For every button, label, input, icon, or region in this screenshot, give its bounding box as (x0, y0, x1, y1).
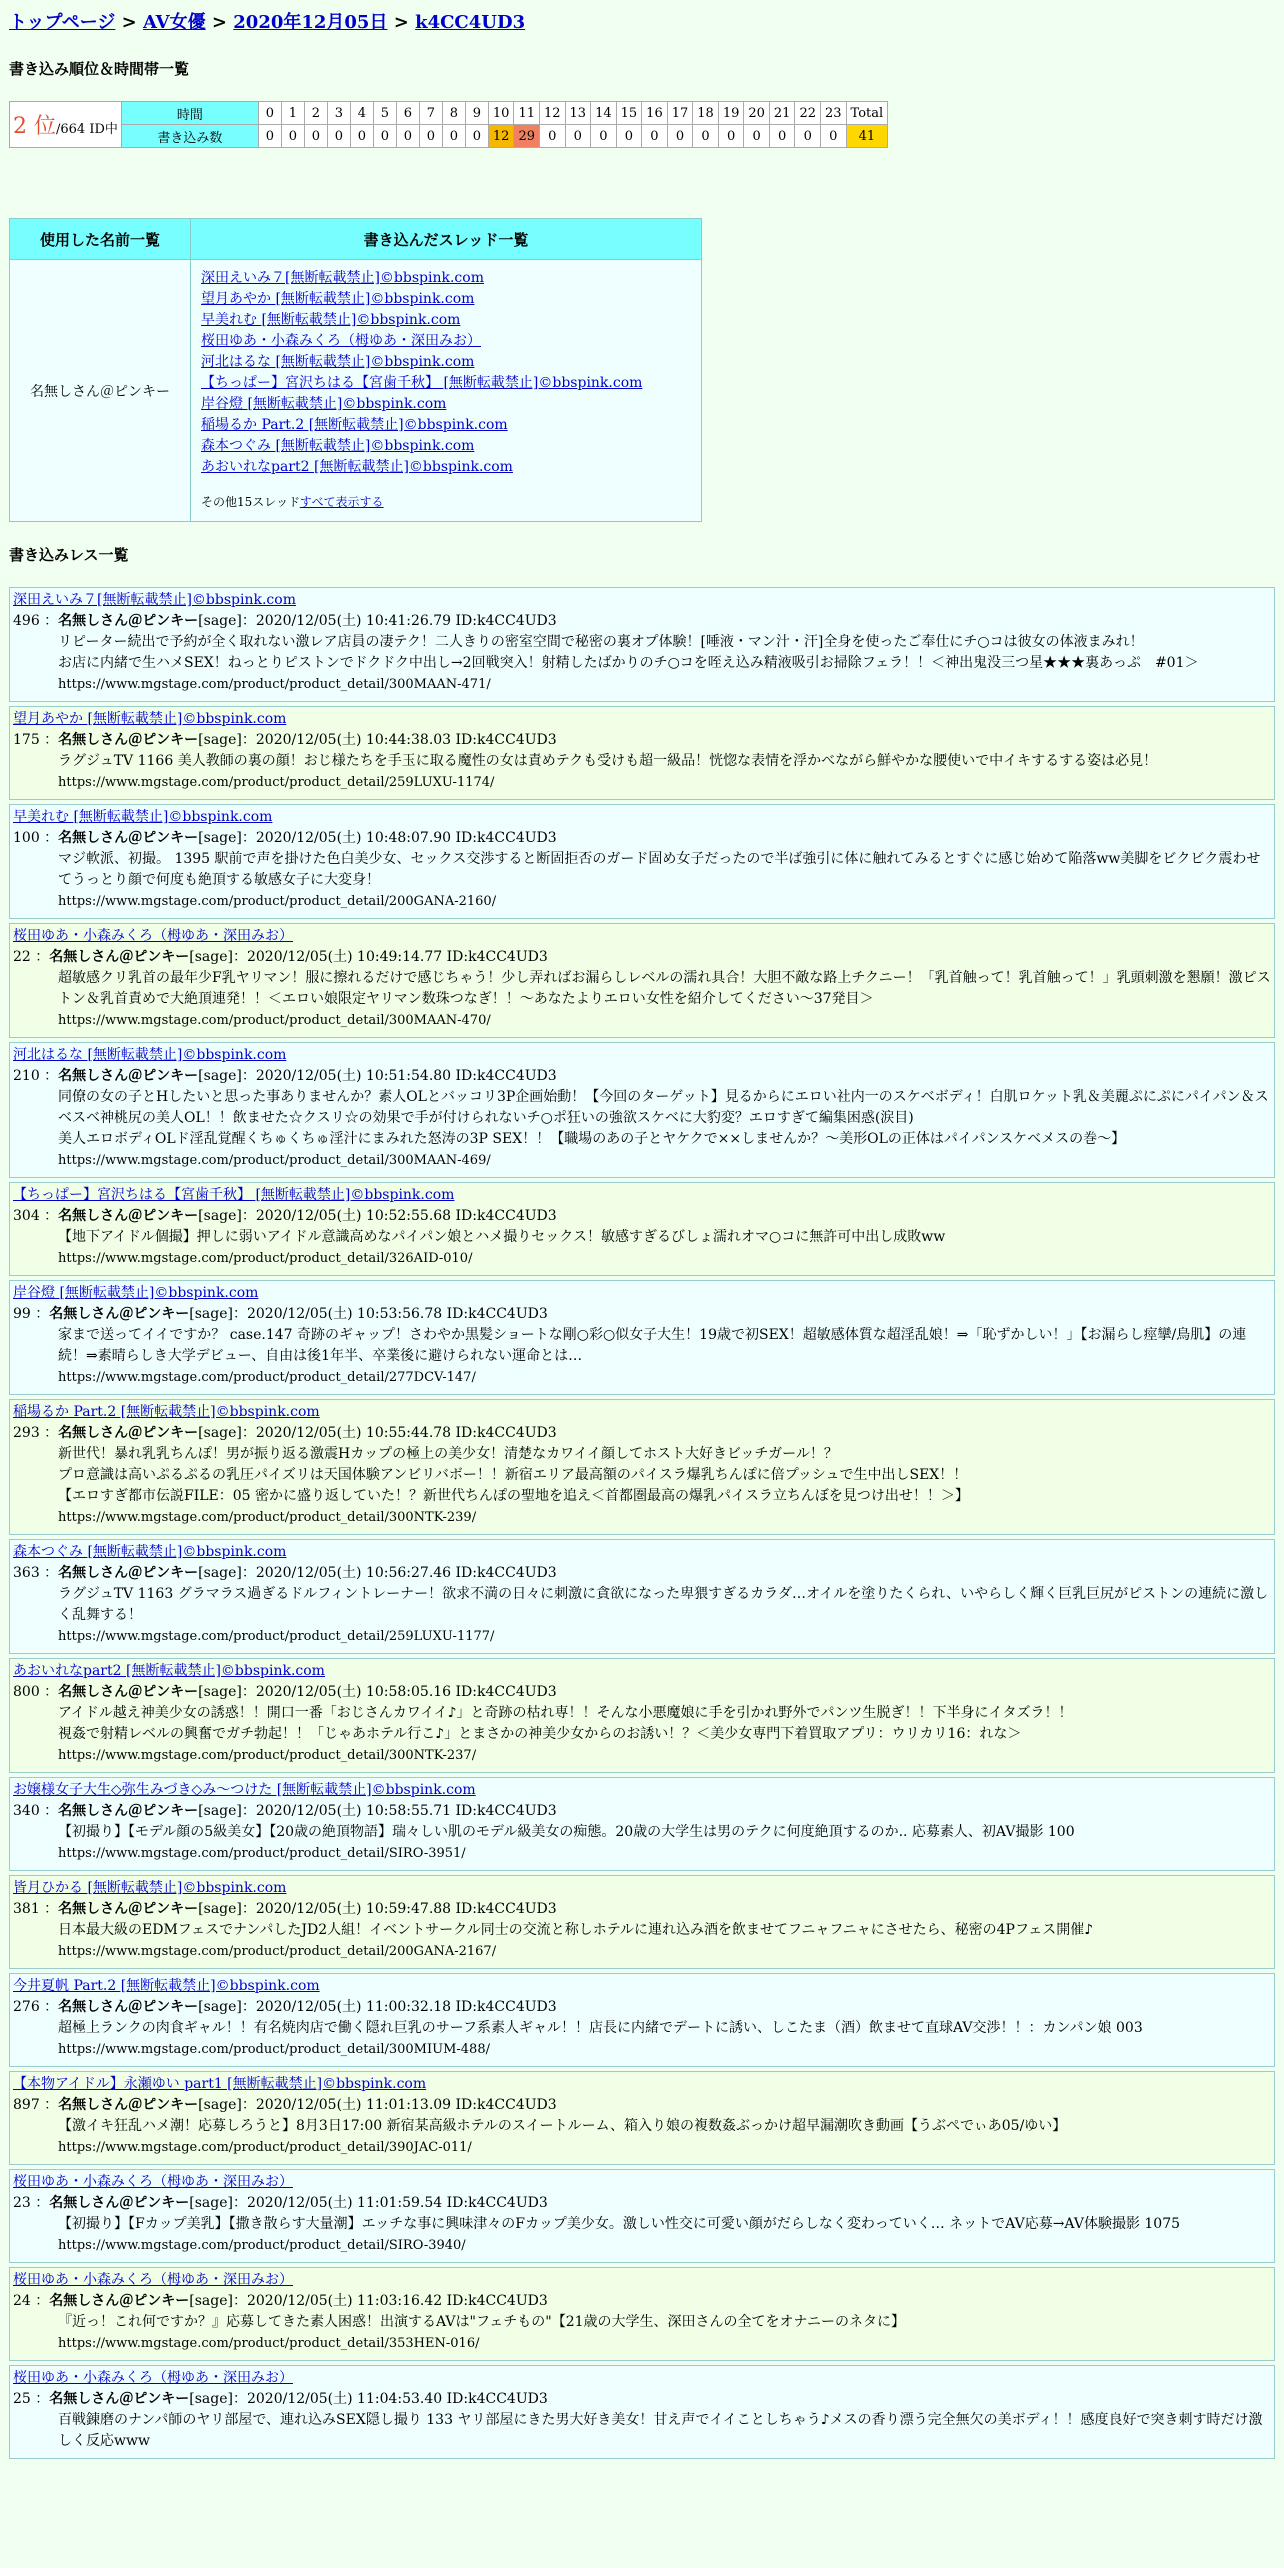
post-thread-link[interactable]: 今井夏帆 Part.2 [無断転載禁止]©bbspink.com (13, 1978, 320, 1994)
post-item (9, 1658, 1275, 1773)
post-url: https://www.mgstage.com/product/product_detail/200GANA-2167/ (58, 1944, 497, 1959)
post-meta: [sage]：2020/12/05(土) 10:49:14.77 ID:k4CC4UD3 (189, 949, 548, 965)
thread-list (191, 260, 702, 522)
post-author: 名無しさん＠ピンキー (58, 830, 199, 846)
post-thread-link[interactable]: 桜田ゆあ・小森みくろ（栂ゆあ・深田みお） (13, 2370, 293, 2386)
post-body: 超敏感クリ乳首の最年少F乳ヤリマン！服に擦れるだけで感じちゃう！少し弄ればお漏らしレベルの濡れ具合！大胆不敵な路上チクニー！「乳首触って！乳首触って！」乳頭刺激を懇願！激ピストン＆乳首責めで大絶頂連発！！＜エロい娘限定ヤリマン数珠つなぎ！！～あなたよりエロい女性を紹介してください～37発目＞ (58, 970, 1271, 1007)
post-number: 340 ： (13, 1803, 59, 1819)
post-item (9, 1280, 1275, 1395)
post-number: 800 ： (13, 1684, 59, 1700)
post-header (13, 1304, 1271, 1325)
total-header: Total (846, 102, 888, 125)
post-thread-link[interactable]: 稲場るか Part.2 [無断転載禁止]©bbspink.com (13, 1404, 320, 1420)
post-url: https://www.mgstage.com/product/product_detail/259LUXU-1177/ (58, 1629, 495, 1644)
hour-cell: 9 (465, 102, 488, 125)
hour-cell: 15 (616, 102, 642, 125)
count-cell: 0 (744, 125, 770, 148)
post-thread-link[interactable]: あおいれなpart2 [無断転載禁止]©bbspink.com (13, 1663, 325, 1679)
post-author: 名無しさん＠ピンキー (49, 949, 190, 965)
post-item (9, 2365, 1275, 2459)
post-header (13, 1206, 1271, 1227)
post-body: ラグジュTV 1163 グラマラス過ぎるドルフィントレーナー！欲求不満の日々に刺激に貪欲になった卑猥すぎるカラダ…オイルを塗りたくられ、いやらしく輝く巨乳巨尻がピストンの連続に激しく乱舞する！ (58, 1586, 1269, 1623)
post-thread-link[interactable]: 早美れむ [無断転載禁止]©bbspink.com (13, 809, 273, 825)
post-thread-link[interactable]: 皆月ひかる [無断転載禁止]©bbspink.com (13, 1880, 287, 1896)
post-header (13, 2095, 1271, 2116)
hour-cell: 12 (539, 102, 565, 125)
section-ranking-title: 書き込み順位＆時間帯一覧 (9, 60, 190, 78)
post-body: 【初撮り】【モデル顔の5級美女】【20歳の絶頂物語】瑞々しい肌のモデル級美女の痴態。20歳の大学生は男のテクに何度絶頂するのか.. 応募素人、初AV撮影 100 (58, 1824, 1075, 1840)
count-cell: 0 (465, 125, 488, 148)
count-cell: 0 (258, 125, 281, 148)
post-url: https://www.mgstage.com/product/product_detail/SIRO-3951/ (58, 1846, 466, 1861)
post-number: 304 ： (13, 1208, 59, 1224)
post-item (9, 2071, 1275, 2165)
post-meta: [sage]：2020/12/05(土) 11:01:59.54 ID:k4CC4UD3 (189, 2195, 548, 2211)
post-meta: [sage]：2020/12/05(土) 10:56:27.46 ID:k4CC4UD3 (198, 1565, 557, 1581)
hour-cell: 2 (304, 102, 327, 125)
post-url: https://www.mgstage.com/product/product_detail/390JAC-011/ (58, 2140, 472, 2155)
hour-cell: 20 (744, 102, 770, 125)
post-author: 名無しさん＠ピンキー (58, 1068, 199, 1084)
more-threads-text: その他15スレッド (201, 495, 300, 509)
post-thread-link[interactable]: 【本物アイドル】永瀬ゆい part1 [無断転載禁止]©bbspink.com (13, 2076, 427, 2092)
post-meta: [sage]：2020/12/05(土) 10:44:38.03 ID:k4CC4UD3 (198, 732, 557, 748)
post-number: 897 ： (13, 2097, 59, 2113)
post-url: https://www.mgstage.com/product/product_detail/259LUXU-1174/ (58, 775, 495, 790)
show-all-link[interactable]: すべて表示する (299, 495, 384, 509)
hour-cell: 1 (281, 102, 304, 125)
post-item (9, 1777, 1275, 1871)
post-url: https://www.mgstage.com/product/product_detail/300NTK-237/ (58, 1748, 477, 1763)
post-meta: [sage]：2020/12/05(土) 10:58:55.71 ID:k4CC4UD3 (198, 1803, 557, 1819)
count-cell: 0 (642, 125, 668, 148)
breadcrumb-top-link[interactable]: トップページ (9, 12, 116, 33)
threads-header: 書き込んだスレッド一覧 (191, 219, 702, 260)
post-url: https://www.mgstage.com/product/product_detail/SIRO-3940/ (58, 2238, 466, 2253)
hour-cell: 19 (718, 102, 744, 125)
hour-cell: 4 (350, 102, 373, 125)
hour-cell: 6 (396, 102, 419, 125)
post-body: 日本最大級のEDMフェスでナンパしたJD2人組！イベントサークル同士の交流と称しホテルに連れ込み酒を飲ませてフニャフニャにさせたら、秘密の4Pフェス開催♪ (58, 1922, 1094, 1938)
post-body: 百戦錬磨のナンパ師のヤリ部屋で、連れ込みSEX隠し撮り 133 ヤリ部屋にきた男大好き美女！甘え声でイイことしちゃう♪メスの香り漂う完全無欠の美ボディ！！感度良好で突き刺す時だけ激しく反応www (58, 2412, 1263, 2449)
hour-cell: 21 (769, 102, 795, 125)
post-author: 名無しさん＠ピンキー (58, 1803, 199, 1819)
rank-total: /664 ID中 (56, 122, 118, 137)
breadcrumb-date-link[interactable]: 2020年12月05日 (233, 12, 388, 33)
post-url: https://www.mgstage.com/product/product_detail/300MAAN-470/ (58, 1013, 491, 1028)
post-author: 名無しさん＠ピンキー (58, 732, 199, 748)
post-body: 【初撮り】【Fカップ美乳】【撒き散らす大量潮】エッチな事に興味津々のFカップ美少女。激しい性交に可愛い顔がだらしなく変わっていく… ネットでAV応募→AV体験撮影 1075 (58, 2216, 1181, 2232)
breadcrumb-av-link[interactable]: AV女優 (143, 12, 206, 33)
count-cell: 0 (769, 125, 795, 148)
hour-cell: 16 (642, 102, 668, 125)
hour-cell: 23 (821, 102, 847, 125)
post-header (13, 1563, 1271, 1584)
hour-cell: 3 (327, 102, 350, 125)
count-cell: 0 (795, 125, 821, 148)
post-item (9, 706, 1275, 800)
hour-cell: 7 (419, 102, 442, 125)
count-cell: 0 (667, 125, 693, 148)
post-item (9, 1042, 1275, 1178)
more-threads (201, 492, 691, 513)
count-cell: 0 (693, 125, 719, 148)
post-meta: [sage]：2020/12/05(土) 11:00:32.18 ID:k4CC4UD3 (198, 1999, 557, 2015)
post-header (13, 828, 1271, 849)
post-author: 名無しさん＠ピンキー (58, 2097, 199, 2113)
post-thread-link[interactable]: 深田えいみ７[無断転載禁止]©bbspink.com (13, 592, 296, 608)
post-url: https://www.mgstage.com/product/product_detail/300MAAN-471/ (58, 677, 491, 692)
post-item (9, 804, 1275, 919)
post-body: リピーター続出で予約が全く取れない激レア店員の凄テク！二人きりの密室空間で秘密の裏オプ体験！[唾液・マン汁・汗]全身を使ったご奉仕にチ○コは彼女の体液まみれ！ お店に内緒で生ハメSEX！ねっとりピストンでドクドク中出し→2回戦突入！射精したばかりのチ○コを咥え込み精液吸引お掃除フェラ！！＜神出鬼没三つ星★★★裏あっぷ #01＞ (58, 634, 1199, 671)
post-header (13, 1997, 1271, 2018)
post-header (13, 1801, 1271, 1822)
post-item (9, 2169, 1275, 2263)
names-threads-table (9, 218, 702, 522)
post-author: 名無しさん＠ピンキー (58, 1208, 199, 1224)
post-header (13, 947, 1271, 968)
post-body: アイドル越え神美少女の誘惑！！開口一番「おじさんカワイイ♪」と奇跡の枯れ専！！そんな小悪魔娘に手を引かれ野外でパンツ生脱ぎ！！下半身にイタズラ！！ 視姦で射精レベルの興奮でガチ勃起！！「じゃあホテル行こ♪」とまさかの神美少女からのお誘い！？＜美少女専門下着買取アプリ：ウリカリ16：れな＞ (58, 1705, 1073, 1742)
poster-name: 名無しさん＠ピンキー (10, 260, 191, 522)
post-author: 名無しさん＠ピンキー (58, 1901, 199, 1917)
thread-link[interactable]: 桜田ゆあ・小森みくろ（栂ゆあ・深田みお） (201, 333, 481, 349)
post-thread-link[interactable]: 桜田ゆあ・小森みくろ（栂ゆあ・深田みお） (13, 928, 293, 944)
thread-link[interactable]: あおいれなpart2 [無断転載禁止]©bbspink.com (201, 459, 513, 475)
hours-label: 時間 (121, 102, 258, 125)
post-meta: [sage]：2020/12/05(土) 10:59:47.88 ID:k4CC4UD3 (198, 1901, 557, 1917)
post-meta: [sage]：2020/12/05(土) 10:58:05.16 ID:k4CC4UD3 (198, 1684, 557, 1700)
count-cell: 12 (488, 125, 514, 148)
post-thread-link[interactable]: 桜田ゆあ・小森みくろ（栂ゆあ・深田みお） (13, 2272, 293, 2288)
count-cell: 0 (539, 125, 565, 148)
count-cell: 0 (373, 125, 396, 148)
post-number: 24 ： (13, 2293, 50, 2309)
post-item (9, 1973, 1275, 2067)
post-header (13, 2193, 1271, 2214)
count-label: 書き込み数 (121, 125, 258, 148)
breadcrumb: トップページ > AV女優 > 2020年12月05日 > k4CC4UD3 (9, 12, 526, 33)
post-author: 名無しさん＠ピンキー (49, 2195, 190, 2211)
post-header (13, 1682, 1271, 1703)
hour-cell: 0 (258, 102, 281, 125)
post-author: 名無しさん＠ピンキー (49, 1306, 190, 1322)
post-author: 名無しさん＠ピンキー (58, 613, 199, 629)
post-author: 名無しさん＠ピンキー (58, 1425, 199, 1441)
count-cell: 0 (350, 125, 373, 148)
post-item (9, 1399, 1275, 1535)
thread-link[interactable]: 岸谷燈 [無断転載禁止]©bbspink.com (201, 396, 447, 412)
count-cell: 0 (327, 125, 350, 148)
post-thread-link[interactable]: 岸谷燈 [無断転載禁止]©bbspink.com (13, 1285, 259, 1301)
post-meta: [sage]：2020/12/05(土) 10:48:07.90 ID:k4CC4UD3 (198, 830, 557, 846)
post-number: 25 ： (13, 2391, 50, 2407)
hour-cell: 11 (514, 102, 540, 125)
hourly-table (9, 101, 888, 148)
names-header: 使用した名前一覧 (10, 219, 191, 260)
post-header (13, 1066, 1271, 1087)
post-url: https://www.mgstage.com/product/product_detail/200GANA-2160/ (58, 894, 497, 909)
count-cell: 0 (396, 125, 419, 148)
post-number: 99 ： (13, 1306, 50, 1322)
thread-link[interactable]: 早美れむ [無断転載禁止]©bbspink.com (201, 312, 461, 328)
thread-link[interactable]: 深田えいみ７[無断転載禁止]©bbspink.com (201, 270, 484, 286)
post-number: 381 ： (13, 1901, 59, 1917)
post-meta: [sage]：2020/12/05(土) 11:04:53.40 ID:k4CC4UD3 (189, 2391, 548, 2407)
post-item (9, 1539, 1275, 1654)
post-item (9, 923, 1275, 1038)
post-header (13, 1899, 1271, 1920)
post-url: https://www.mgstage.com/product/product_detail/277DCV-147/ (58, 1370, 476, 1385)
post-number: 175 ： (13, 732, 59, 748)
post-url: https://www.mgstage.com/product/product_detail/326AID-010/ (58, 1251, 473, 1266)
post-thread-link[interactable]: 【ちっぱー】宮沢ちはる【宮歯千秋】 [無断転載禁止]©bbspink.com (13, 1187, 455, 1203)
section-posts-title: 書き込みレス一覧 (9, 546, 129, 564)
post-author: 名無しさん＠ピンキー (58, 1999, 199, 2015)
hour-cell: 13 (565, 102, 591, 125)
post-number: 293 ： (13, 1425, 59, 1441)
post-author: 名無しさん＠ピンキー (58, 1684, 199, 1700)
hour-cell: 10 (488, 102, 514, 125)
post-list (9, 587, 1275, 2459)
count-cell: 0 (821, 125, 847, 148)
post-number: 276 ： (13, 1999, 59, 2015)
post-number: 496 ： (13, 613, 59, 629)
hour-cell: 17 (667, 102, 693, 125)
total-count: 41 (846, 125, 888, 148)
post-meta: [sage]：2020/12/05(土) 11:01:13.09 ID:k4CC4UD3 (198, 2097, 557, 2113)
post-header (13, 730, 1271, 751)
thread-link[interactable]: 望月あやか [無断転載禁止]©bbspink.com (201, 291, 475, 307)
post-item (9, 1875, 1275, 1969)
post-body: 【地下アイドル個撮】押しに弱いアイドル意識高めなパイパン娘とハメ撮りセックス！敏感すぎるびしょ濡れオマ○コに無許可中出し成敗ww (58, 1229, 946, 1245)
post-meta: [sage]：2020/12/05(土) 10:41:26.79 ID:k4CC4UD3 (198, 613, 557, 629)
count-cell: 29 (514, 125, 540, 148)
post-thread-link[interactable]: 望月あやか [無断転載禁止]©bbspink.com (13, 711, 287, 727)
hour-cell: 5 (373, 102, 396, 125)
post-body: マジ軟派、初撮。 1395 駅前で声を掛けた色白美少女、セックス交渉すると断固拒否のガード固め女子だったので半ば強引に体に触れてみるとすぐに感じ始めて陥落ww美脚をビクビク震わせてうっとり顔で何度も絶頂する敏感女子に大変身！ (58, 851, 1261, 888)
count-cell: 0 (616, 125, 642, 148)
post-header (13, 2291, 1271, 2312)
post-number: 210 ： (13, 1068, 59, 1084)
count-cell: 0 (304, 125, 327, 148)
post-item (9, 1182, 1275, 1276)
post-header (13, 2389, 1271, 2410)
post-meta: [sage]：2020/12/05(土) 10:52:55.68 ID:k4CC4UD3 (198, 1208, 557, 1224)
post-body: ラグジュTV 1166 美人教師の裏の顔！おじ様たちを手玉に取る魔性の女は責めテクも受けも超一級品！恍惚な表情を浮かべながら鮮やかな腰使いで中イキするする姿は必見！ (58, 753, 1158, 769)
post-body: 『近っ！これ何ですか？』応募してきた素人困惑！出演するAVは"フェチもの"【21歳の大学生、深田さんの全てをオナニーのネタに】 (58, 2314, 905, 2330)
hour-cell: 14 (591, 102, 617, 125)
post-url: https://www.mgstage.com/product/product_detail/300NTK-239/ (58, 1510, 477, 1525)
post-body: 【激イキ狂乱ハメ潮！応募しろうと】8月3日17:00 新宿某高級ホテルのスイートルーム、箱入り娘の複数姦ぶっかけ超早漏潮吹き動画【うぶぺでぃあ05/ゆい】 (58, 2118, 1067, 2134)
post-number: 23 ： (13, 2195, 50, 2211)
thread-link[interactable]: 河北はるな [無断転載禁止]©bbspink.com (201, 354, 475, 370)
count-cell: 0 (565, 125, 591, 148)
count-cell: 0 (419, 125, 442, 148)
post-thread-link[interactable]: 桜田ゆあ・小森みくろ（栂ゆあ・深田みお） (13, 2174, 293, 2190)
post-url: https://www.mgstage.com/product/product_detail/300MIUM-488/ (58, 2042, 490, 2057)
post-number: 22 ： (13, 949, 50, 965)
post-author: 名無しさん＠ピンキー (49, 2293, 190, 2309)
hour-cell: 8 (442, 102, 465, 125)
post-body: 超極上ランクの肉食ギャル！！有名焼肉店で働く隠れ巨乳のサーフ系素人ギャル！！店長に内緒でデートに誘い、しこたま（酒）飲ませて直球AV交渉！！：カンパン娘 003 (58, 2020, 1143, 2036)
post-thread-link[interactable]: 森本つぐみ [無断転載禁止]©bbspink.com (13, 1544, 287, 1560)
post-header (13, 1423, 1271, 1444)
count-cell: 0 (281, 125, 304, 148)
post-meta: [sage]：2020/12/05(土) 10:53:56.78 ID:k4CC4UD3 (189, 1306, 548, 1322)
post-number: 363 ： (13, 1565, 59, 1581)
count-cell: 0 (718, 125, 744, 148)
post-url: https://www.mgstage.com/product/product_detail/300MAAN-469/ (58, 1153, 491, 1168)
count-cell: 0 (591, 125, 617, 148)
post-item (9, 2267, 1275, 2361)
breadcrumb-id-link[interactable]: k4CC4UD3 (415, 12, 526, 33)
hour-cell: 18 (693, 102, 719, 125)
post-author: 名無しさん＠ピンキー (58, 1565, 199, 1581)
post-meta: [sage]：2020/12/05(土) 11:03:16.42 ID:k4CC4UD3 (189, 2293, 548, 2309)
post-thread-link[interactable]: 河北はるな [無断転載禁止]©bbspink.com (13, 1047, 287, 1063)
count-cell: 0 (442, 125, 465, 148)
thread-link[interactable]: 森本つぐみ [無断転載禁止]©bbspink.com (201, 438, 475, 454)
post-body: 新世代！暴れ乳乳ちんぽ！男が振り返る激震Hカップの極上の美少女！清楚なカワイイ顔してホスト大好きビッチガール！？ プロ意識は高いぷるぷるの乳圧パイズリは天国体験アンビリバボー！！新宿エリア最高額のパイスラ爆乳ちんぽに倍プッシュで生中出しSEX！！ 【エロすぎ都市伝説FILE：05 密かに盛り返していた！？新世代ちんぽの聖地を追え＜首都圏最高の爆乳パイスラ立ちんぼを見つけ出せ！！＞】 (58, 1446, 969, 1504)
hour-cell: 22 (795, 102, 821, 125)
post-header (13, 611, 1271, 632)
rank-number: 2 位 (13, 114, 56, 139)
post-body: 同僚の女の子とHしたいと思った事ありませんか？素人OLとバッコリ3P企画始動！【今回のターゲット】見るからにエロい社内一のスケベボディ！白肌ロケット乳＆美麗ぷにぷにパイパン＆スベスベ神桃尻の美人OL！！飲ませた☆クスリ☆の効果で手が付けられないチ○ポ狂いの強欲スケベに大豹変？エロすぎて編集困惑(涙目) 美人エロボディOLド淫乱覚醒くちゅくちゅ淫汁にまみれた怒涛の3P SEX！！【職場のあの子とヤケクで××しませんか？～美形OLの正体はパイパンスケベメスの巻～】 (58, 1089, 1269, 1147)
post-number: 100 ： (13, 830, 59, 846)
post-thread-link[interactable]: お嬢様女子大生◇弥生みづき◇み～つけた [無断転載禁止]©bbspink.com (13, 1782, 476, 1798)
rank-cell (10, 102, 122, 148)
post-item (9, 587, 1275, 702)
thread-link[interactable]: 【ちっぱー】宮沢ちはる【宮歯千秋】 [無断転載禁止]©bbspink.com (201, 375, 643, 391)
post-meta: [sage]：2020/12/05(土) 10:55:44.78 ID:k4CC4UD3 (198, 1425, 557, 1441)
post-url: https://www.mgstage.com/product/product_detail/353HEN-016/ (58, 2336, 480, 2351)
post-meta: [sage]：2020/12/05(土) 10:51:54.80 ID:k4CC4UD3 (198, 1068, 557, 1084)
thread-link[interactable]: 稲場るか Part.2 [無断転載禁止]©bbspink.com (201, 417, 508, 433)
post-author: 名無しさん＠ピンキー (49, 2391, 190, 2407)
post-body: 家まで送ってイイですか？ case.147 奇跡のギャップ！さわやか黒髪ショートな剛○彩○似女子大生！19歳で初SEX！超敏感体質な超淫乱娘！⇒「恥ずかしい！」【お漏らし痙攣/鳥肌】の連続！⇒素晴らしき大学デビュー、自由は後1年半、卒業後に避けられない運命とは… (58, 1327, 1247, 1364)
